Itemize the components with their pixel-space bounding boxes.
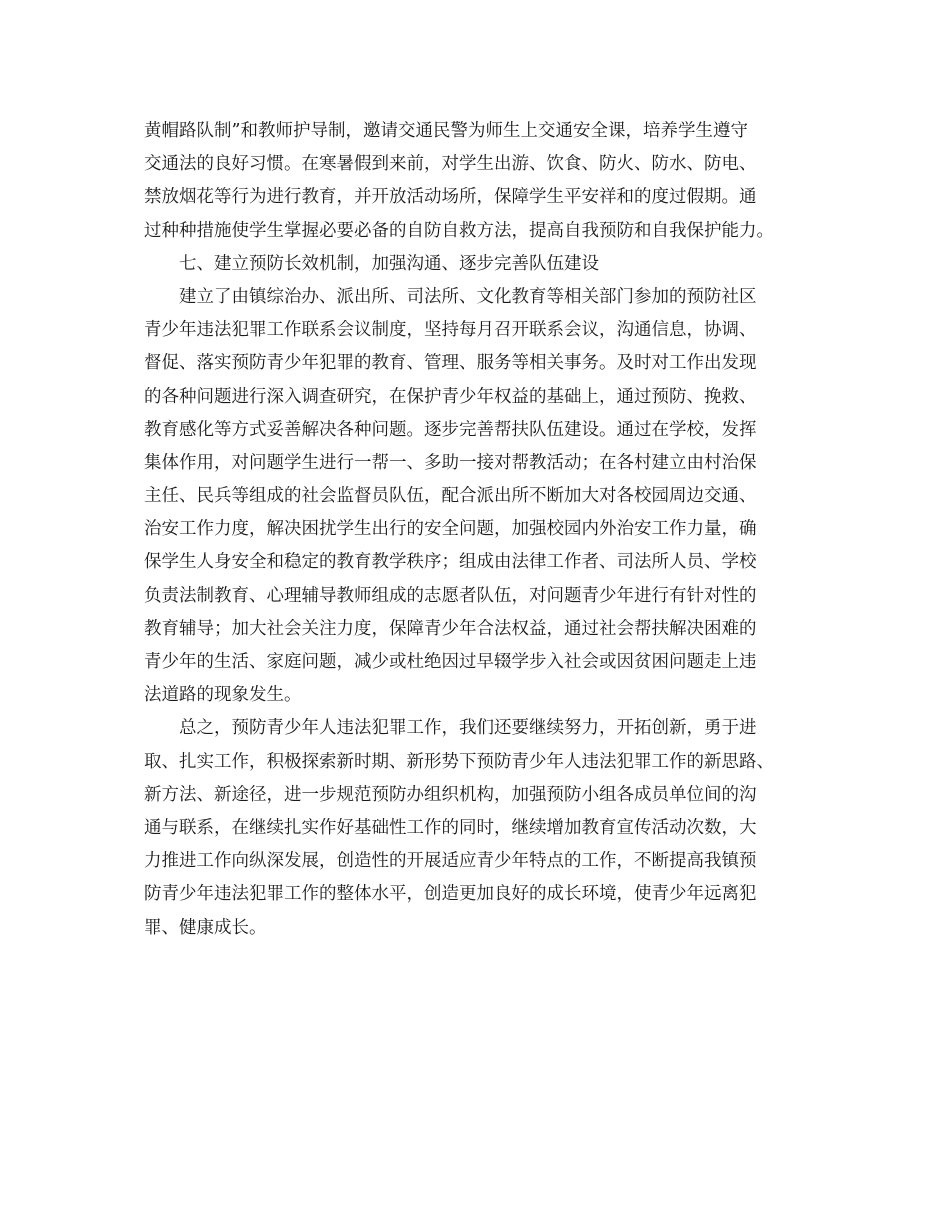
text-line: 黄帽路队制”和教师护导制，邀请交通民警为师生上交通安全课，培养学生遵守 <box>144 121 748 141</box>
document-body <box>144 115 814 945</box>
text-line: 的各种问题进行深入调查研究，在保护青少年权益的基础上，通过预防、挽救、 <box>144 386 757 407</box>
text-line: 教育辅导；加大社会关注力度，保障青少年合法权益，通过社会帮扶解决困难的 <box>144 618 757 639</box>
text-line: 通与联系，在继续扎实作好基础性工作的同时，继续增加教育宣传活动次数，大 <box>144 817 757 838</box>
text-line: 负责法制教育、心理辅导教师组成的志愿者队伍，对问题青少年进行有针对性的 <box>144 585 757 606</box>
text-line: 督促、落实预防青少年犯罪的教育、管理、服务等相关事务。及时对工作出发现 <box>144 353 757 374</box>
text-line: 交通法的良好习惯。在寒暑假到来前，对学生出游、饮食、防火、防水、防电、 <box>144 154 757 175</box>
text-line: 法道路的现象发生。 <box>144 685 302 706</box>
text-line: 防青少年违法犯罪工作的整体水平，创造更加良好的成长环境，使青少年远离犯 <box>144 884 757 905</box>
text-line: 青少年的生活、家庭问题，减少或杜绝因过早辍学步入社会或因贫困问题走上违 <box>144 652 757 672</box>
text-line: 教育感化等方式妥善解决各种问题。逐步完善帮扶队伍建设。通过在学校，发挥 <box>144 419 757 440</box>
text-line: 新方法、新途径，进一步规范预防办组织机构，加强预防小组各成员单位间的沟 <box>144 784 757 805</box>
text-line: 过种种措施使学生掌握必要必备的自防自救方法，提高自我预防和自我保护能力。 <box>144 220 774 241</box>
text-line: 力推进工作向纵深发展，创造性的开展适应青少年特点的工作，不断提高我镇预 <box>144 851 757 872</box>
text-line: 建立了由镇综治办、派出所、司法所、文化教育等相关部门参加的预防社区 <box>179 286 757 307</box>
text-line: 罪、健康成长。 <box>144 917 267 938</box>
text-line: 治安工作力度，解决困扰学生出行的安全问题，加强校园内外治安工作力量，确 <box>144 519 757 540</box>
text-line: 集体作用，对问题学生进行一帮一、多助一接对帮教活动；在各村建立由村治保 <box>144 452 757 473</box>
text-line: 主任、民兵等组成的社会监督员队伍，配合派出所不断加大对各校园周边交通、 <box>144 486 757 507</box>
text-line: 保学生人身安全和稳定的教育教学秩序；组成由法律工作者、司法所人员、学校 <box>144 552 757 573</box>
text-line: 青少年违法犯罪工作联系会议制度，坚持每月召开联系会议，沟通信息，协调、 <box>144 320 757 341</box>
section-heading: 七、建立预防长效机制，加强沟通、逐步完善队伍建设 <box>179 253 599 274</box>
text-line: 取、扎实工作，积极探索新时期、新形势下预防青少年人违法犯罪工作的新思路、 <box>144 751 774 772</box>
text-line: 总之，预防青少年人违法犯罪工作，我们还要继续努力，开拓创新，勇于进 <box>179 718 757 739</box>
text-line: 禁放烟花等行为进行教育，并开放活动场所，保障学生平安祥和的度过假期。通 <box>144 187 757 208</box>
